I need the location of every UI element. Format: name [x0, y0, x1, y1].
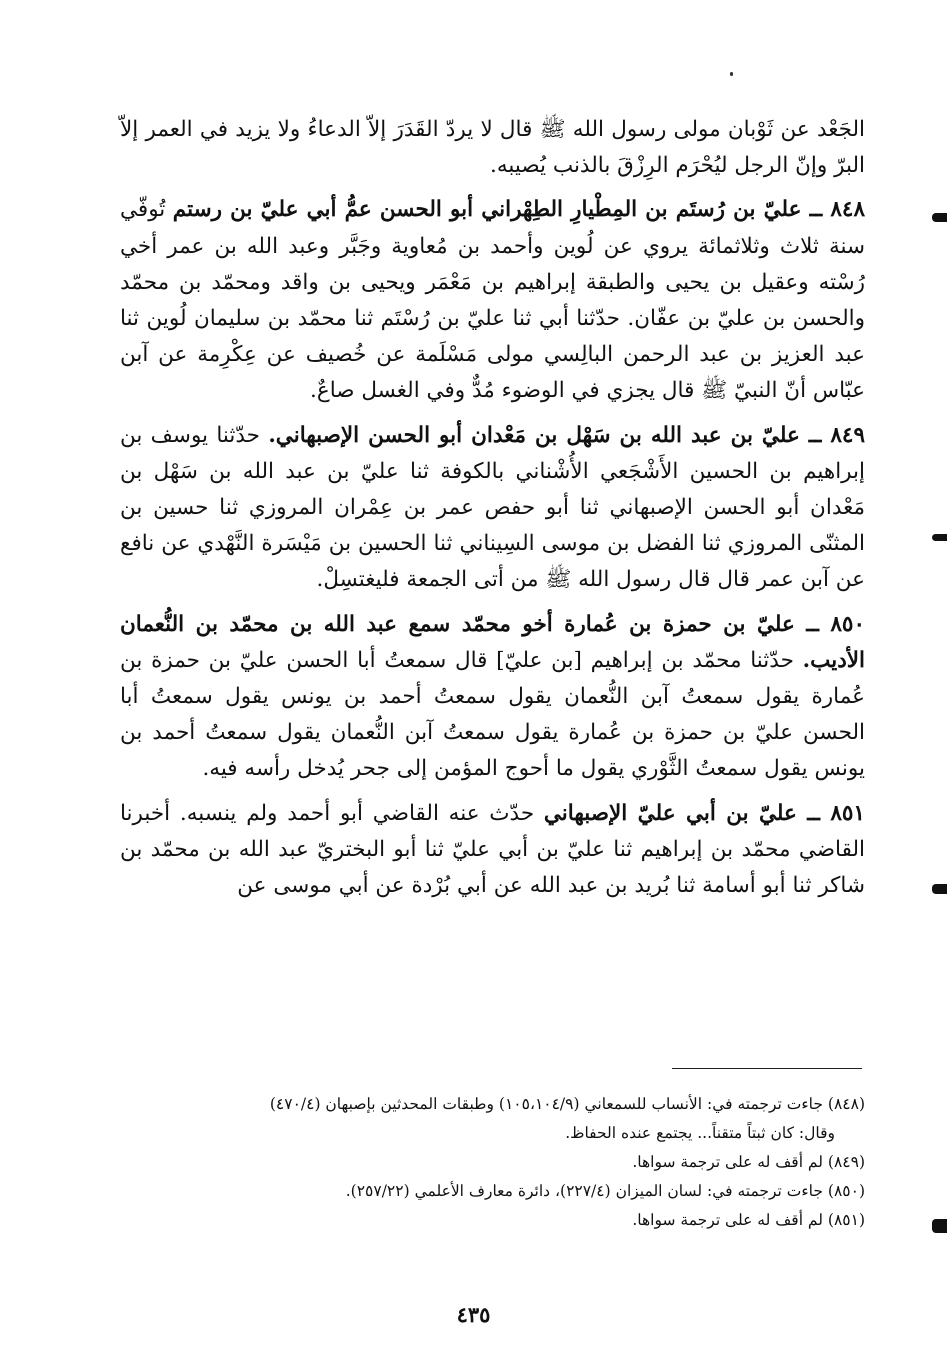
margin-tab-mark [932, 534, 947, 541]
entry-text: الجَعْد عن ثَوْبان مولى رسول الله ﷺ قال لا يردّ القَدَرَ إلاّ الدعاءُ ولا يزيد في العمر إلاّ البرّ وإنّ الرجل ليُحْرَم الرِزْقَ بالذنب يُصيبه. [120, 117, 865, 179]
footnote-849: (٨٤٩) لم أقف له على ترجمة سواها. [632, 1153, 865, 1171]
entry-heading: ٨٤٨ ــ عليّ بن رُستَم بن المِطْيارِ الطِهْراني أبو الحسن عمُّ أبي عليّ بن رستم [172, 197, 865, 223]
entry-text: حدّث عنه القاضي أبو أحمد ولم ينسبه. أخبرنا القاضي محمّد بن إبراهيم ثنا عليّ بن أبي عليّ ثنا أبو البختريّ عبد الله بن محمّد بن شاكر ثنا أبو أسامة ثنا بُريد بن عبد الله عن أبي بُرْدة عن أبي موسى عن [120, 800, 865, 899]
footnote-851: (٨٥١) لم أقف له على ترجمة سواها. [632, 1211, 865, 1229]
margin-tab-mark [932, 884, 947, 894]
entry-848 [120, 192, 865, 409]
footnote-850: (٨٥٠) جاءت ترجمته في: لسان الميزان (٢٢٧/٤)، دائرة معارف الأعلمي (٢٥٧/٢٢). [345, 1182, 865, 1200]
entry-849 [120, 418, 865, 599]
margin-tab-mark [932, 1219, 947, 1233]
entry-text: حدّثنا يوسف بن إبراهيم بن الحسين الأَشْجَعي الأُشْناني بالكوفة ثنا عليّ بن عبد الله بن سَهْل بن مَعْدان أبو الحسن الإصبهاني ثنا أبو حفص عمر بن عِمْران المروزي ثنا حسين بن المثنّى المروزي ثنا الفضل بن موسى السِيناني ثنا الحسين بن مَيْسَرة النَّهْدي عن نافع عن آبن عمر قال قال رسول الله ﷺ من أتى الجمعة فليغتسِلْ. [120, 422, 865, 593]
paragraph-continuation [120, 112, 865, 184]
page-number: ٤٣٥ [456, 1302, 491, 1327]
margin-tab-mark [932, 213, 947, 222]
entry-heading: ٨٥١ ــ عليّ بن أبي عليّ الإصبهاني [543, 800, 865, 826]
entry-heading: ٨٥٠ ــ عليّ بن حمزة بن عُمارة أخو محمّد سمع عبد الله بن محمّد بن النُّعمان الأديب. [120, 611, 865, 673]
footnote-848: (٨٤٨) جاءت ترجمته في: الأنساب للسمعاني (١٠٥،١٠٤/٩) وطبقات المحدثين بإصبهان (٤٧٠/٤) [269, 1095, 865, 1113]
entry-850 [120, 607, 865, 788]
footnote-848-continuation: وقال: كان ثبتاً متقناً... يجتمع عنده الحفاظ. [565, 1124, 835, 1142]
entry-text: تُوفّي سنة ثلاث وثلاثمائة يروي عن لُوين وأحمد بن مُعاوية وجَبَّر وعبد الله بن عمر أخي رُسْته وعقيل بن يحيى والطبقة إبراهيم بن مَعْمَر ويحيى بن واقد ومحمّد بن محمّد والحسن بن عليّ بن عفّان. حدّثنا أبي ثنا عليّ بن رُسْتَم ثنا محمّد بن سليمان لُوين ثنا عبد العزيز بن عبد الرحمن البالِسي مولى مَسْلَمة عن خُصيف عن عِكْرِمة عن آبن عبّاس أنّ النبيّ ﷺ قال يجزي في الوضوء مُدٌّ وفي الغسل صاعٌ. [120, 197, 865, 404]
entry-heading: ٨٤٩ ــ عليّ بن عبد الله بن سَهْل بن مَعْدان أبو الحسن الإصبهاني. [268, 422, 865, 448]
main-text-block [120, 112, 865, 912]
ink-speck [730, 72, 733, 76]
entry-851 [120, 796, 865, 905]
entry-text: حدّثنا محمّد بن إبراهيم [بن عليّ] قال سمعتُ أبا الحسن عليّ بن حمزة بن عُمارة يقول سمعتُ آبن النُّعمان يقول سمعتُ أحمد بن يونس يقول سمعتُ أبا الحسن عليّ بن حمزة بن عُمارة يقول سمعتُ آبن النُّعمان يقول سمعتُ أحمد بن يونس يقول سمعتُ الثَّوْري يقول ما أحوج المؤمن إلى جحر يُدخل رأسه فيه. [120, 647, 865, 782]
footnotes-block [120, 1090, 865, 1235]
footnote-divider [672, 1068, 862, 1069]
